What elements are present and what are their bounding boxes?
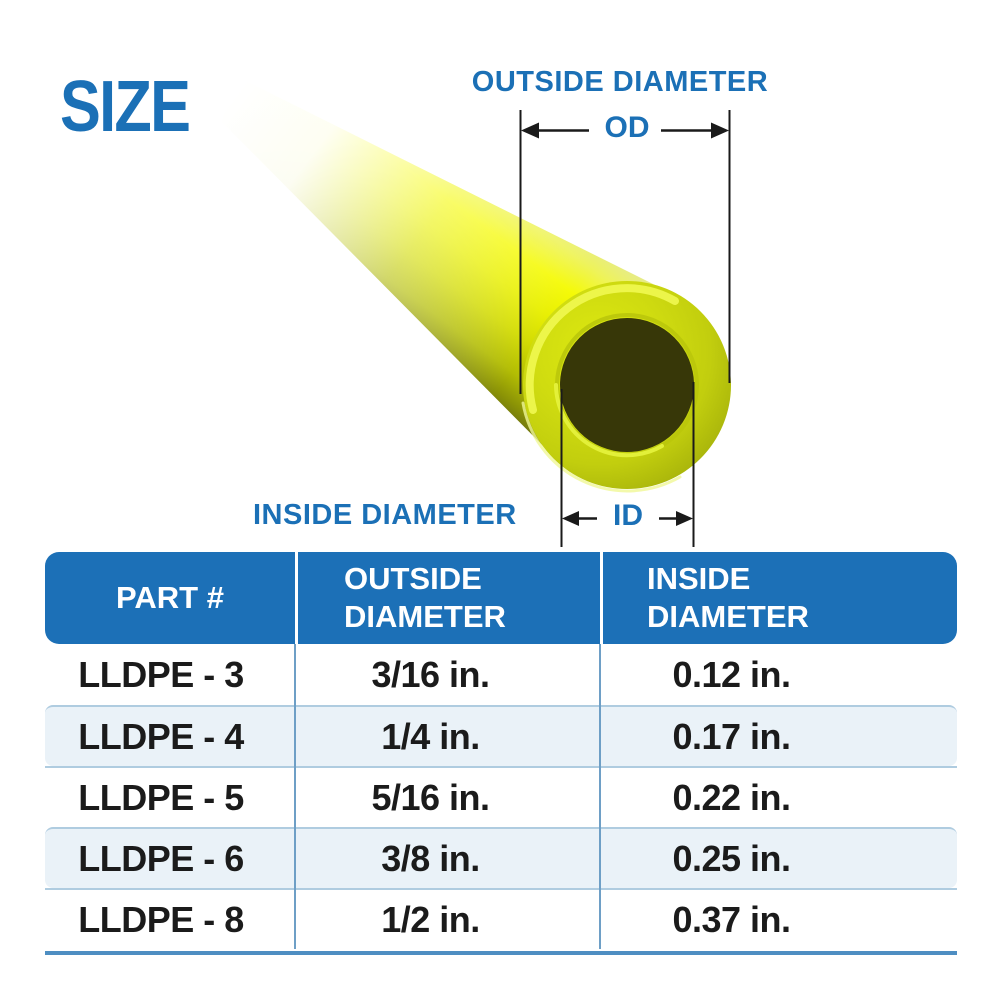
- table-row: [45, 766, 957, 827]
- table-header: [45, 552, 957, 644]
- header-part-number: PART #: [116, 579, 224, 615]
- part-number-cell: LLDPE - 4: [78, 715, 244, 757]
- outside-diameter-cell: 1/2 in.: [381, 898, 480, 940]
- tube-illustration: [140, 30, 731, 540]
- table-body: [45, 644, 957, 955]
- od-label: OD: [604, 111, 650, 144]
- inside-diameter-cell: 0.12 in.: [672, 653, 791, 695]
- inside-diameter-cell: 0.22 in.: [672, 776, 791, 818]
- part-number-cell: LLDPE - 3: [78, 653, 244, 695]
- part-number-cell: LLDPE - 6: [78, 837, 244, 879]
- table-row: [45, 827, 957, 888]
- outside-diameter-cell: 1/4 in.: [381, 715, 480, 757]
- inside-diameter-label: INSIDE DIAMETER: [253, 499, 517, 531]
- header-outside-diameter: OUTSIDE DIAMETER: [295, 552, 600, 644]
- outside-diameter-cell: 3/16 in.: [371, 653, 490, 695]
- column-divider: [599, 644, 601, 949]
- tube-fade-overlay: [140, 30, 680, 540]
- header-inside-diameter: INSIDE DIAMETER: [600, 552, 957, 644]
- size-table: [45, 552, 957, 955]
- table-row: [45, 644, 957, 705]
- column-divider: [294, 644, 296, 949]
- page-title: SIZE: [60, 67, 190, 147]
- id-label: ID: [613, 499, 643, 532]
- inside-diameter-cell: 0.37 in.: [672, 898, 791, 940]
- id-arrowhead-right: [676, 511, 693, 526]
- outside-diameter-label: OUTSIDE DIAMETER: [471, 66, 769, 98]
- outside-diameter-cell: 3/8 in.: [381, 837, 480, 879]
- od-arrowhead-right: [711, 123, 729, 139]
- part-number-cell: LLDPE - 8: [78, 898, 244, 940]
- part-number-cell: LLDPE - 5: [78, 776, 244, 818]
- table-row: [45, 705, 957, 766]
- inside-diameter-cell: 0.25 in.: [672, 837, 791, 879]
- table-row: [45, 888, 957, 949]
- outside-diameter-cell: 5/16 in.: [371, 776, 490, 818]
- inside-diameter-cell: 0.17 in.: [672, 715, 791, 757]
